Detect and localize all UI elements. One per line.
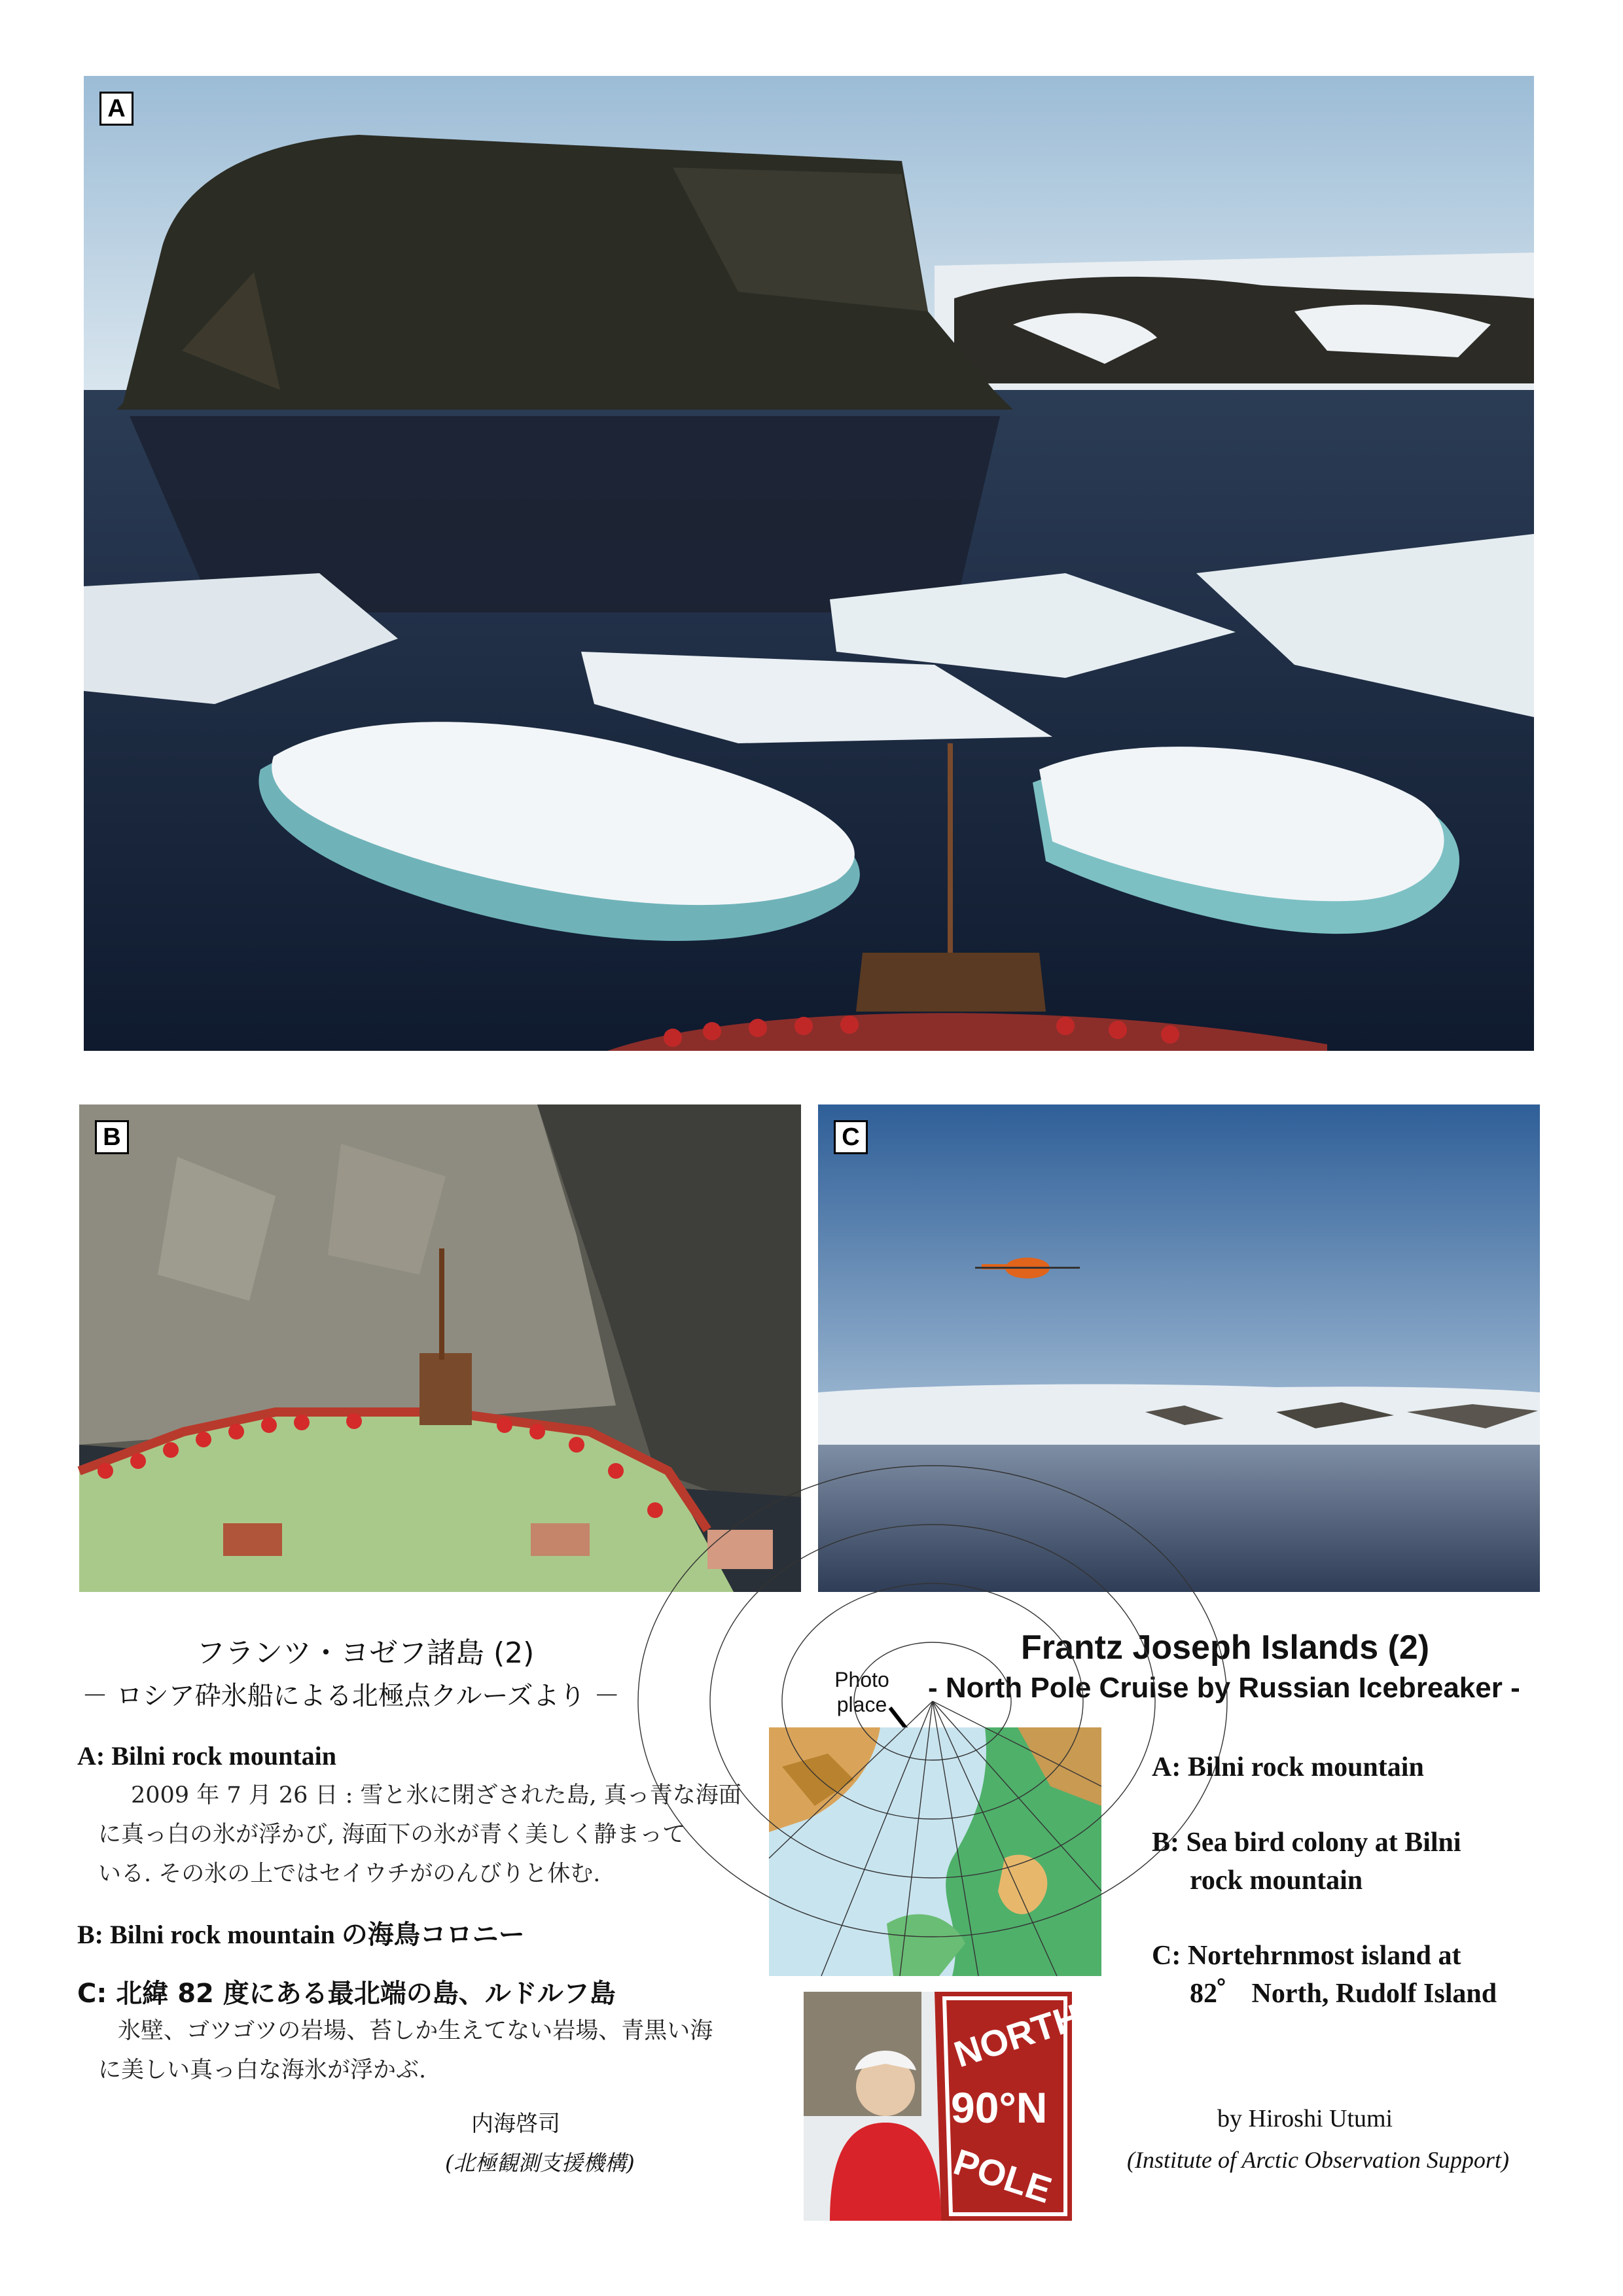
photo-c-label: C (834, 1120, 868, 1154)
jp-section-c-line1: 氷壁、ゴツゴツの岩場、苔しか生えてない岩場、青黒い海 (118, 2018, 713, 2044)
jp-section-a-line1: 2009 年 7 月 26 日 : 雪と氷に閉ざされた島, 真っ青な海面 (131, 1782, 741, 1809)
jp-section-b-heading: B: Bilni rock mountain の海鳥コロニー (77, 1920, 525, 1949)
author-jp-org: (北極観測支援機構) (445, 2150, 635, 2176)
en-section-b-line2: rock mountain (1190, 1865, 1363, 1896)
author-en-org: (Institute of Arctic Observation Support) (1127, 2147, 1509, 2173)
photo-c-rudolf-island (818, 1104, 1540, 1592)
author-en-name: by Hiroshi Utumi (1217, 2105, 1393, 2132)
jp-section-c-line2: に美しい真っ白な海氷が浮かぶ. (98, 2057, 427, 2083)
en-section-a: A: Bilni rock mountain (1152, 1752, 1424, 1782)
en-subtitle: - North Pole Cruise by Russian Icebreaker - (928, 1672, 1520, 1704)
photo-b-bird-colony (79, 1104, 801, 1592)
sign-text-north: NORTH (949, 1995, 1086, 2075)
north-pole-portrait (804, 1992, 1086, 2221)
photo-b-label: B (95, 1120, 129, 1154)
arctic-map (769, 1727, 1101, 1976)
jp-subtitle: － ロシア砕氷船による北極点クルーズより － (82, 1681, 620, 1711)
jp-section-c-heading: C: 北緯 82 度にある最北端の島、ルドルフ島 (77, 1979, 616, 2009)
sign-text-90n: 90°N (951, 2083, 1048, 2132)
en-section-c-line2: 82゜ North, Rudolf Island (1190, 1979, 1497, 2009)
sign-text-pole: POLE (948, 2140, 1057, 2211)
en-section-c-line1: C: Nortehrnmost island at (1152, 1941, 1461, 1971)
author-jp-name: 内海啓司 (471, 2111, 560, 2137)
jp-section-a-line3: いる. その氷の上ではセイウチがのんびりと休む. (98, 1861, 601, 1887)
jp-section-a-heading: A: Bilni rock mountain (77, 1741, 336, 1771)
jp-section-a-line2: に真っ白の氷が浮かび, 海面下の氷が青く美しく静まって (98, 1822, 686, 1848)
photo-place-line1: Photo (834, 1668, 889, 1691)
en-section-b-line1: B: Sea bird colony at Bilni (1152, 1828, 1461, 1858)
photo-a-bilni-rock (84, 76, 1534, 1051)
en-title: Frantz Joseph Islands (2) (1021, 1629, 1430, 1667)
jp-title: フランツ・ヨゼフ諸島 (2) (196, 1636, 535, 1670)
photo-place-line2: place (836, 1693, 887, 1716)
photo-a-label: A (99, 92, 134, 126)
